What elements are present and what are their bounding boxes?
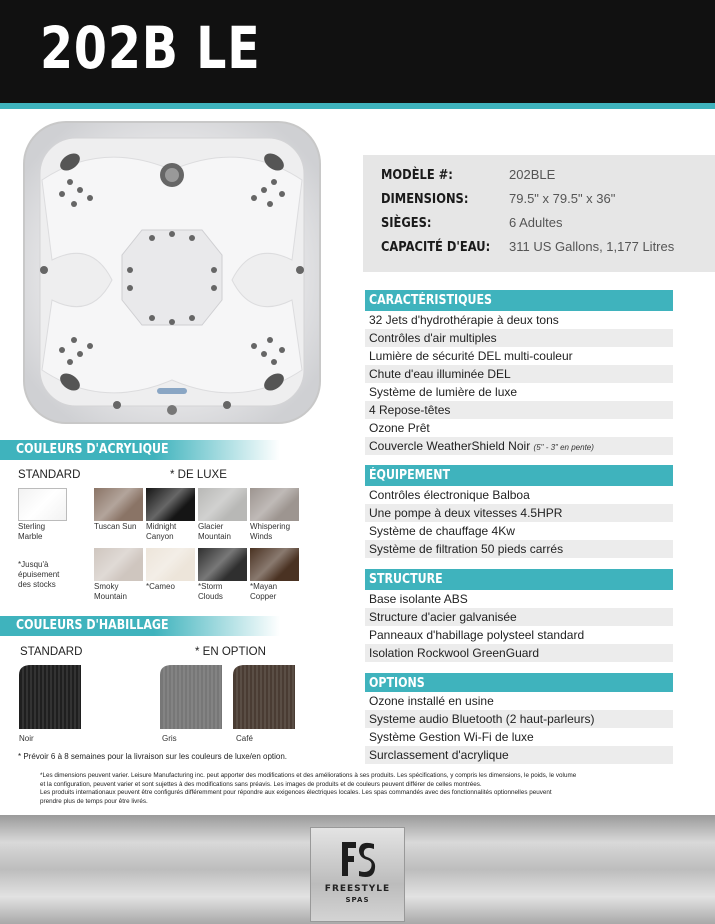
spec-value: 6 Adultes	[509, 215, 563, 230]
swatch-caption: Smoky Mountain	[94, 582, 127, 601]
list-item: Lumière de sécurité DEL multi-couleur	[365, 347, 673, 365]
section-header-options	[365, 673, 673, 694]
section-title: OPTIONS	[369, 676, 425, 691]
equipement-list	[365, 486, 673, 558]
list-item: 32 Jets d'hydrothérapie à deux tons	[365, 311, 673, 329]
list-item: Système de filtration 50 pieds carrés	[365, 540, 673, 558]
section-title: COULEURS D'HABILLAGE	[16, 618, 169, 633]
section-header-equipement	[365, 465, 673, 486]
list-item: Contrôles électronique Balboa	[365, 486, 673, 504]
list-item: Système de lumière de luxe	[365, 383, 673, 401]
swatch-midnight-canyon	[146, 488, 195, 521]
fs-logo-icon	[340, 840, 376, 878]
acrylique-deluxe-label: * DE LUXE	[170, 469, 227, 481]
spec-label: MODÈLE #:	[381, 167, 453, 183]
page-title: 202B LE	[40, 14, 261, 82]
disclaimer: *Les dimensions peuvent varier. Leisure Manufacturing inc. peut apporter des modifications et des améliorations à ses produits. Les spécifications, y compris les dimensions, le poids, le volume et la configuration, peuvent varier et sont sujettes à des modifications sans préavis. Les images de produits et de couleurs peuvent différer de celles montrées. Les produits internationaux peuvent être configurés différemment pour répondre aux exigences électriques locales. Les spas commandés avec des fonctionnalités optionnelles peuvent prendre plus de temps pour être livrés.	[40, 772, 577, 805]
list-item: Système de chauffage 4Kw	[365, 522, 673, 540]
list-item: Ozone installé en usine	[365, 692, 673, 710]
list-item: Ozone Prêt	[365, 419, 673, 437]
list-item: Contrôles d'air multiples	[365, 329, 673, 347]
list-item: Système Gestion Wi-Fi de luxe	[365, 728, 673, 746]
specifications-box	[363, 155, 715, 272]
spec-row-capacity	[381, 239, 675, 261]
swatch-whispering-winds	[250, 488, 299, 521]
structure-list	[365, 590, 673, 662]
spec-value: 79.5" x 79.5" x 36"	[509, 191, 616, 206]
swatch-sterling-marble	[18, 488, 67, 521]
swatch-mayan-copper	[250, 548, 299, 581]
spec-row-model	[381, 167, 556, 189]
swatch-caption: Sterling Marble	[18, 522, 46, 541]
list-item: Surclassement d'acrylique	[365, 746, 673, 764]
header-accent-strip	[0, 103, 715, 109]
list-item	[365, 437, 673, 455]
list-item-text: Couvercle WeatherShield Noir	[369, 439, 531, 453]
section-header-habillage	[0, 616, 280, 636]
freestyle-spas-logo	[310, 827, 405, 922]
header-bar	[0, 0, 715, 103]
swatch-caption: *Mayan Copper	[250, 582, 278, 601]
options-list	[365, 692, 673, 764]
skirt-gris	[160, 665, 222, 729]
list-item: 4 Repose-têtes	[365, 401, 673, 419]
spec-row-seats	[381, 215, 563, 237]
logo-line1: FREESTYLE	[324, 884, 391, 894]
skirt-caption: Gris	[162, 734, 177, 743]
swatch-caption: *Storm Clouds	[198, 582, 223, 601]
list-item: Chute d'eau illuminée DEL	[365, 365, 673, 383]
list-item: Systeme audio Bluetooth (2 haut-parleurs)	[365, 710, 673, 728]
swatch-cameo	[146, 548, 195, 581]
spa-top-view-image	[22, 120, 322, 425]
delivery-note: * Prévoir 6 à 8 semaines pour la livraison sur les couleurs de luxe/en option.	[18, 752, 288, 761]
spec-value: 202BLE	[509, 167, 556, 182]
caracteristiques-list	[365, 311, 673, 455]
swatch-caption: Midnight Canyon	[146, 522, 177, 541]
acrylique-standard-label: STANDARD	[18, 469, 81, 481]
section-title: ÉQUIPEMENT	[369, 468, 451, 483]
habillage-standard-label: STANDARD	[20, 646, 83, 658]
spec-value: 311 US Gallons, 1,177 Litres	[509, 239, 675, 254]
skirt-caption: Noir	[19, 734, 34, 743]
skirt-noir	[19, 665, 81, 729]
list-item: Panneaux d'habillage polysteel standard	[365, 626, 673, 644]
swatch-caption: Tuscan Sun	[94, 522, 137, 531]
section-header-acrylique	[0, 440, 280, 460]
swatch-storm-clouds	[198, 548, 247, 581]
spec-label: DIMENSIONS:	[381, 191, 469, 207]
swatch-caption: Glacier Mountain	[198, 522, 231, 541]
list-item: Isolation Rockwool GreenGuard	[365, 644, 673, 662]
logo-line2: SPAS	[345, 896, 370, 904]
section-title: COULEURS D'ACRYLIQUE	[16, 442, 169, 457]
habillage-option-label: * EN OPTION	[195, 646, 266, 658]
section-title: STRUCTURE	[369, 572, 443, 587]
skirt-caption: Café	[236, 734, 253, 743]
list-item-note: (5" - 3" en pente)	[533, 443, 594, 452]
spec-label: SIÈGES:	[381, 215, 432, 231]
list-item: Base isolante ABS	[365, 590, 673, 608]
swatch-caption: Whispering Winds	[250, 522, 291, 541]
stock-note: *Jusqu'à épuisement des stocks	[18, 560, 60, 589]
list-item: Structure d'acier galvanisée	[365, 608, 673, 626]
swatch-caption: *Cameo	[146, 582, 175, 591]
swatch-tuscan-sun	[94, 488, 143, 521]
skirt-cafe	[233, 665, 295, 729]
section-title: CARACTÉRISTIQUES	[369, 293, 493, 308]
swatch-glacier-mountain	[198, 488, 247, 521]
spec-row-dimensions	[381, 191, 616, 213]
list-item: Une pompe à deux vitesses 4.5HPR	[365, 504, 673, 522]
spec-label: CAPACITÉ D'EAU:	[381, 239, 491, 255]
swatch-smoky-mountain	[94, 548, 143, 581]
section-header-caracteristiques	[365, 290, 673, 311]
section-header-structure	[365, 569, 673, 590]
